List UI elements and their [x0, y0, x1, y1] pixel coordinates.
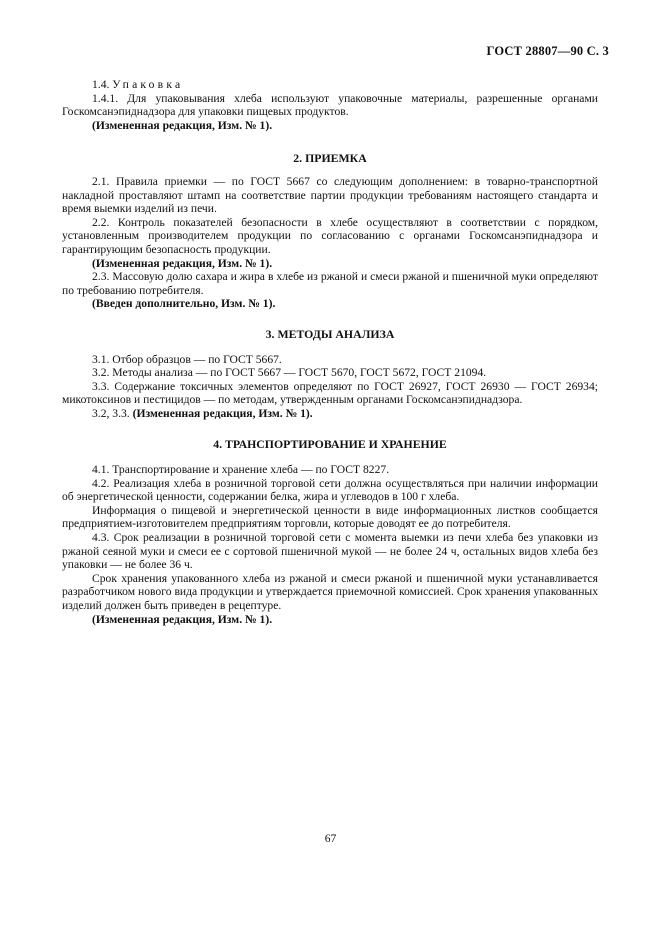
section-title-transport: 4. ТРАНСПОРТИРОВАНИЕ И ХРАНЕНИЕ	[213, 437, 447, 452]
amendment-note: (Измененная редакция, Изм. № 1).	[92, 612, 273, 626]
paragraph-1-4	[62, 78, 598, 92]
clause-number: 1.4.	[92, 78, 110, 91]
amendment-note: (Измененная редакция, Изм. № 1).	[132, 406, 313, 420]
paragraph-3-3: 3.3. Содержание токсичных элементов определяют по ГОСТ 26927, ГОСТ 26930 — ГОСТ 26934; микотоксинов и пестицидов — по методам, утвержденным органами Госкомсанэпиднадзора.	[62, 379, 598, 407]
clause-title: Упаковка	[112, 78, 184, 91]
paragraph-2-1: 2.1. Правила приемки — по ГОСТ 5667 со следующим дополнением: в товарно-транспортной накладной проставляют штамп на соответствие партии продукции требованиям настоящего стандарта и время выемки изделий из печи.	[62, 174, 598, 216]
amendment-note-3	[62, 407, 598, 421]
paragraph-4-2-info: Информация о пищевой и энергетической ценности в виде информационных листков сообщается предприятием-изготовителем предприятиям торговли, которые доводят ее до потребителя.	[62, 503, 598, 531]
paragraph-4-2: 4.2. Реализация хлеба в розничной торговой сети должна осуществляться при наличии информации об энергетической ценности, содержании белка, жира и углеводов в 100 г хлеба.	[62, 476, 598, 504]
paragraph-2-3: 2.3. Массовую долю сахара и жира в хлебе из ржаной и смеси ржаной и пшеничной муки определяют по требованию потребителя.	[62, 270, 598, 297]
paragraph-1-4-1: 1.4.1. Для упаковывания хлеба используют упаковочные материалы, разрешенные органами Госкомсанэпиднадзора для упаковки пищевых продуктов.	[62, 91, 598, 119]
paragraph-4-3-storage: Срок хранения упакованного хлеба из ржаной и смеси ржаной и пшеничной муки устанавливается разработчиком нового вида продукции и утверждается приемочной комиссией. Срок хранения упакованных изделий должен быть приведен в рецептуре.	[62, 571, 598, 612]
document-body	[62, 78, 598, 626]
running-header: ГОСТ 28807—90 С. 3	[486, 44, 609, 58]
amendment-note: (Измененная редакция, Изм. № 1).	[92, 256, 273, 270]
section-title-methods: 3. МЕТОДЫ АНАЛИЗА	[265, 326, 395, 341]
amendment-prefix: 3.2, 3.3.	[92, 406, 130, 420]
paragraph-2-2: 2.2. Контроль показателей безопасности в хлебе осуществляют в соответствии с порядком, установленным производителем продукции по согласованию с органами Госкомсанэпиднадзора и гарантирующим безопасность продукции.	[62, 215, 598, 256]
paragraph-4-1: 4.1. Транспортирование и хранение хлеба — по ГОСТ 8227.	[92, 463, 390, 477]
section-title-acceptance: 2. ПРИЕМКА	[293, 151, 367, 166]
paragraph-3-2: 3.2. Методы анализа — по ГОСТ 5667 — ГОСТ 5670, ГОСТ 5672, ГОСТ 21094.	[92, 366, 487, 380]
paragraph-4-3: 4.3. Срок реализации в розничной торговой сети с момента выемки из печи хлеба без упаковки из ржаной сеяной муки и смеси ее с сортовой пшеничной мукой — не более 24 ч, остальных видов хлеба без упаковки — не более 36 ч.	[62, 531, 598, 572]
paragraph-3-1: 3.1. Отбор образцов — по ГОСТ 5667.	[92, 352, 282, 366]
amendment-note: (Измененная редакция, Изм. № 1).	[92, 118, 273, 132]
page-number: 67	[324, 832, 337, 845]
introduced-note: (Введен дополнительно, Изм. № 1).	[92, 297, 276, 311]
